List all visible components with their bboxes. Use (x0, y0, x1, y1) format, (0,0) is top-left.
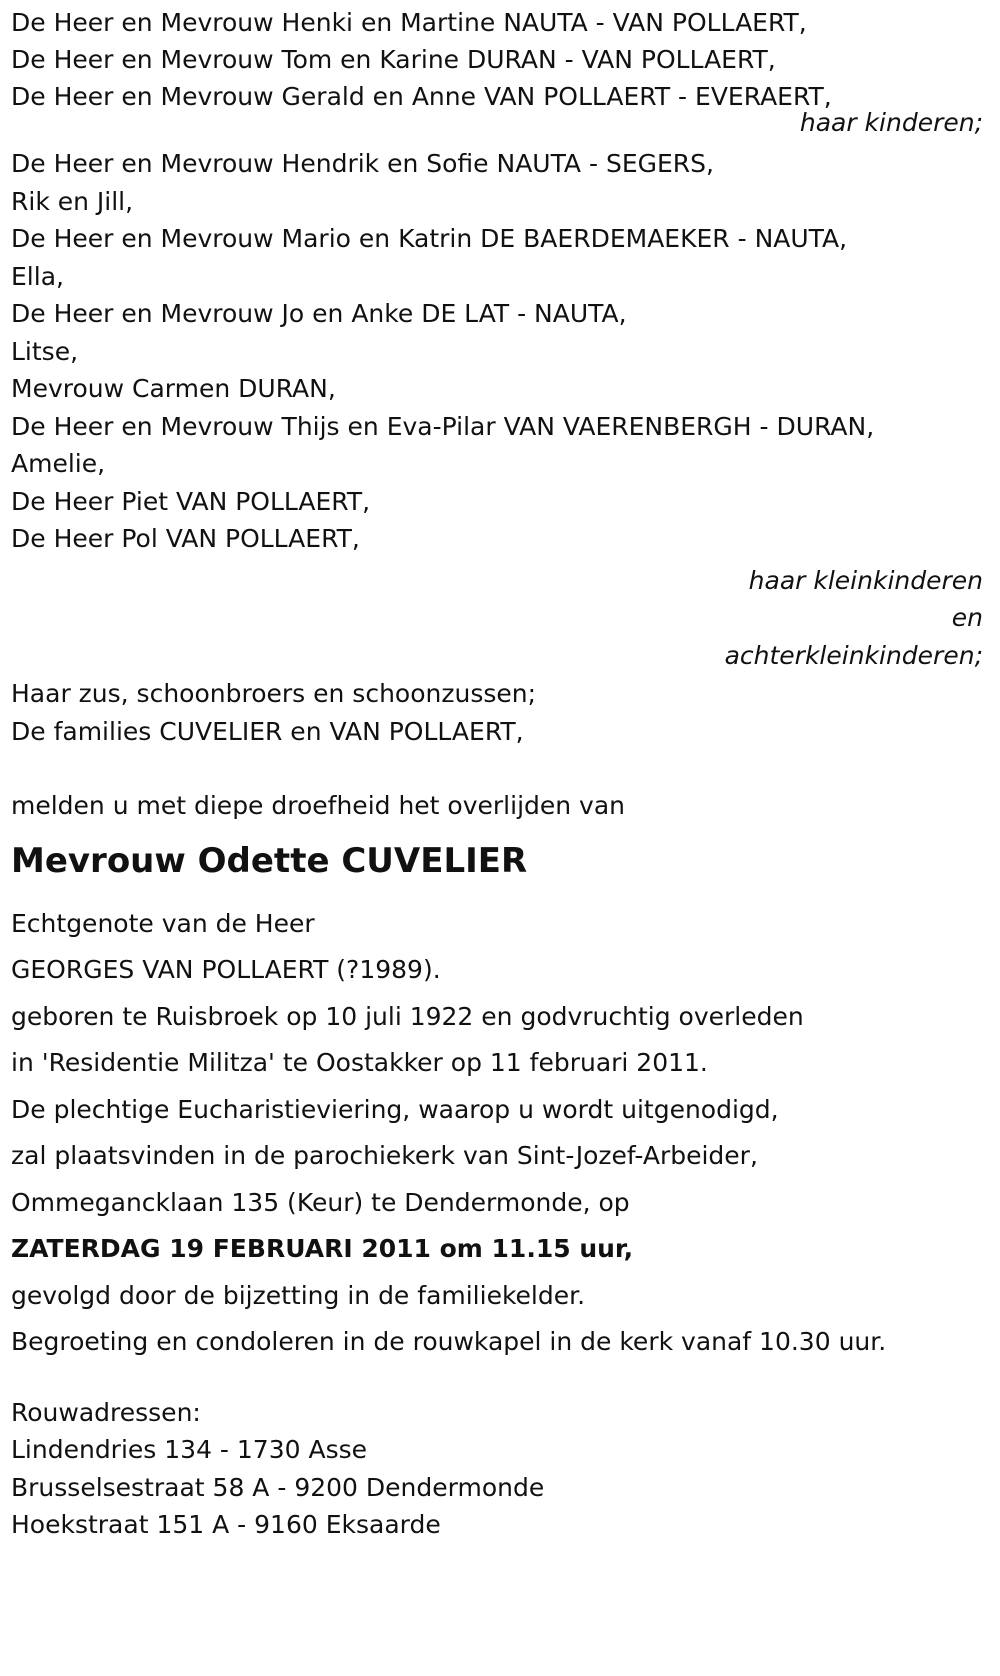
detail-line: GEORGES VAN POLLAERT (?1989). (11, 955, 441, 984)
detail-line: zal plaatsvinden in de parochiekerk van Sint-Jozef-Arbeider, (11, 1141, 758, 1170)
detail-line: gevolgd door de bijzetting in de familiekelder. (11, 1280, 586, 1310)
details-section (11, 901, 991, 1366)
service-date: ZATERDAG 19 FEBRUARI 2011 om 11.15 uur, (11, 1234, 634, 1263)
grandchild-line: Amelie, (11, 449, 106, 478)
detail-line: De plechtige Eucharistieviering, waarop u wordt uitgenodigd, (11, 1094, 779, 1124)
detail-line: Ommegancklaan 135 (Keur) te Dendermonde, op (11, 1187, 630, 1217)
address-line: Hoekstraat 151 A - 9160 Eksaarde (11, 1510, 441, 1539)
grandchild-line: De Heer Pol VAN POLLAERT, (11, 524, 360, 553)
deceased-name: Mevrouw Odette CUVELIER (11, 840, 528, 881)
grandchild-line: Rik en Jill, (11, 186, 134, 216)
address-line: Brusselsestraat 58 A - 9200 Dendermonde (11, 1472, 545, 1502)
grandchild-line: Litse, (11, 336, 79, 366)
announcement-text: melden u met diepe droefheid het overlijden van (11, 791, 626, 820)
child-line: De Heer en Mevrouw Henki en Martine NAUTA - VAN POLLAERT, (11, 8, 807, 37)
grandchild-line: Mevrouw Carmen DURAN, (11, 374, 336, 403)
addresses-title: Rouwadressen: (11, 1397, 201, 1427)
detail-line: Echtgenote van de Heer (11, 908, 315, 938)
children-role-label: haar kinderen; (799, 108, 983, 137)
grandchild-line: De Heer en Mevrouw Hendrik en Sofie NAUTA - SEGERS, (11, 149, 714, 178)
grandchildren-role-label: achterkleinkinderen; (724, 640, 983, 670)
obituary-notice (11, 0, 991, 1676)
address-line: Lindendries 134 - 1730 Asse (11, 1435, 367, 1464)
grandchildren-role-label: haar kleinkinderen (748, 565, 983, 595)
child-line: De Heer en Mevrouw Gerald en Anne VAN POLLAERT - EVERAERT, (11, 82, 832, 111)
grandchildren-role-label: en (951, 603, 983, 632)
grandchild-line: De Heer en Mevrouw Jo en Anke DE LAT - NAUTA, (11, 299, 627, 328)
grandchild-line: De Heer Piet VAN POLLAERT, (11, 486, 371, 516)
relatives-line: De families CUVELIER en VAN POLLAERT, (11, 716, 524, 746)
grandchildren-section (11, 145, 991, 674)
detail-line: geboren te Ruisbroek op 10 juli 1922 en godvruchtig overleden (11, 1001, 804, 1031)
grandchild-line: De Heer en Mevrouw Mario en Katrin DE BAERDEMAEKER - NAUTA, (11, 224, 848, 253)
child-line: De Heer en Mevrouw Tom en Karine DURAN - VAN POLLAERT, (11, 45, 776, 74)
children-section (11, 0, 991, 135)
grandchild-line: De Heer en Mevrouw Thijs en Eva-Pilar VAN VAERENBERGH - DURAN, (11, 411, 875, 441)
addresses-section (11, 1394, 991, 1544)
relatives-line: Haar zus, schoonbroers en schoonzussen; (11, 679, 537, 708)
detail-line: in 'Residentie Militza' te Oostakker op 11 februari 2011. (11, 1048, 708, 1077)
detail-line: Begroeting en condoleren in de rouwkapel in de kerk vanaf 10.30 uur. (11, 1327, 887, 1356)
relatives-section (11, 675, 991, 750)
grandchild-line: Ella, (11, 261, 64, 291)
